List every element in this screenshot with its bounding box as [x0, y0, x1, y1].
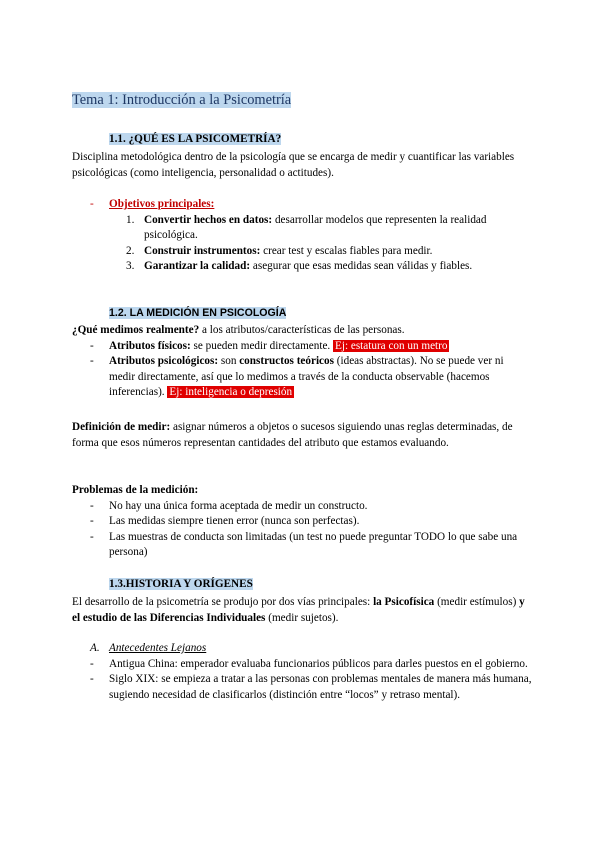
objectives-label-item — [72, 197, 532, 213]
section-heading-3: 1.3.HISTORIA Y ORÍGENES — [109, 578, 253, 590]
definition-paragraph: Disciplina metodológica dentro de la psicología que se encarga de medir y cuantificar las variables psicológicas (como inteligencia, personalidad o actitudes). — [72, 151, 515, 179]
list-item: 3. Garantizar la calidad: asegurar que esas medidas sean válidas y fiables. — [126, 260, 473, 272]
list-item: - No hay una única forma aceptada de medir un constructo. — [90, 499, 368, 512]
objectives-list — [72, 213, 532, 275]
objectives-label: Objetivos principales: — [109, 198, 215, 210]
subsection-heading: A. Antecedentes Lejanos — [90, 642, 207, 654]
antecedents-block — [72, 641, 532, 703]
example-highlight: Ej: inteligencia o depresión — [169, 386, 293, 398]
problems-list — [72, 499, 532, 561]
section-heading-2: 1.2. LA MEDICIÓN EN PSICOLOGÍA — [109, 307, 287, 319]
antecedents-list — [72, 657, 532, 704]
physical-attributes-item: - Atributos físicos: se pueden medir directamente. Ej: estatura con un metro — [90, 339, 448, 352]
problems-label: Problemas de la medición: — [72, 484, 199, 496]
section-1-body — [72, 150, 532, 181]
list-item: 1. Convertir hechos en datos: desarrollar modelos que representen la realidad psicológica. — [126, 213, 487, 241]
section-heading-1: 1.1. ¿QUÉ ES LA PSICOMETRÍA? — [109, 133, 282, 145]
list-item: 2. Construir instrumentos: crear test y escalas fiables para medir. — [126, 244, 433, 257]
dash-bullet: - — [90, 198, 94, 210]
example-highlight: Ej: estatura con un metro — [335, 339, 448, 352]
section-2-body — [72, 323, 532, 401]
list-item: - Siglo XIX: se empieza a tratar a las personas con problemas mentales de manera más humana, sugiendo necesidad de clasificarlos (distinción entre “locos” y retraso mental). — [90, 673, 532, 701]
question-line: ¿Qué medimos realmente? a los atributos/características de las personas. — [72, 324, 405, 336]
measurement-problems — [72, 483, 532, 561]
document-title: Tema 1: Introducción a la Psicometría — [72, 92, 292, 108]
list-item: - Las muestras de conducta son limitadas (un test no puede preguntar TODO lo que sabe una persona) — [90, 530, 518, 558]
measure-definition: Definición de medir: asignar números a objetos o sucesos siguiendo unas reglas determinadas, de forma que esos números representan cantidades del atributo que estamos evaluando. — [72, 421, 513, 449]
psychological-attributes-item: - Atributos psicológicos: son constructos teóricos (ideas abstractas). No se puede ver ni medir directamente, así que lo medimos a través de la conducta observable (hacemos inferencias). Ej: inteligencia o depresión — [90, 355, 504, 398]
list-item: - Las medidas siempre tienen error (nunca son perfectas). — [90, 515, 360, 527]
section-3-intro: El desarrollo de la psicometría se produjo por dos vías principales: la Psicofísica (medir estímulos) y el estudio de las Diferencias Individuales (medir sujetos). — [72, 596, 525, 624]
objectives-block — [72, 197, 532, 275]
list-item: - Antigua China: emperador evaluaba funcionarios públicos para darles puestos en el gobierno. — [90, 657, 528, 670]
